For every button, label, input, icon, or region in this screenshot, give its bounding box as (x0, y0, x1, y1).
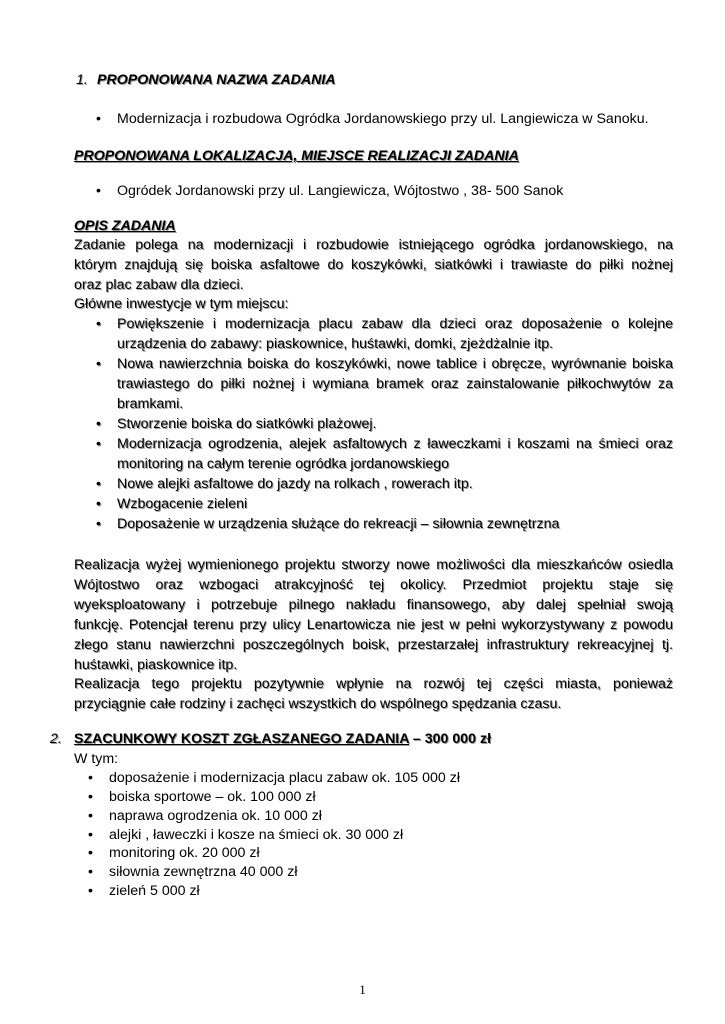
investment-line: monitoring na całym terenie ogródka jordanowskiego (117, 456, 450, 472)
bullet-icon: • (88, 808, 93, 824)
cost-item: naprawa ogrodzenia ok. 10 000 zł (109, 808, 322, 824)
cost-title: SZACUNKOWY KOSZT ZGŁASZANEGO ZADANIA (74, 731, 409, 747)
bullet-icon: • (88, 883, 93, 899)
cost-subheading: W tym: (74, 751, 119, 767)
bullet-icon: • (96, 111, 101, 127)
investment-line: Doposażenie w urządzenia służące do rekreacji – siłownia zewnętrzna (117, 516, 560, 532)
cost-total: – 300 000 zł (408, 731, 492, 747)
description-intro-line: oraz plac zabaw dla dzieci. (74, 277, 244, 293)
investment-line: trawiastego do piłki nożnej i wymiana bramek oraz zainstalowanie piłkochwytów za (117, 376, 673, 392)
description-heading: OPIS ZADANIA (74, 218, 176, 234)
bullet-icon: • (96, 476, 101, 492)
bullet-icon: • (96, 183, 101, 199)
bullet-icon: • (96, 496, 101, 512)
bullet-icon: • (96, 356, 101, 372)
page-number: 1 (359, 982, 366, 997)
paragraph-line: funkcję. Potencjał terenu przy ulicy Lenartowicza nie jest w pełni wykorzystywany z powodu (74, 617, 673, 633)
cost-item: doposażenie i modernizacja placu zabaw ok. 105 000 zł (109, 770, 460, 786)
bullet-icon: • (88, 864, 93, 880)
description-intro-line: którym znajdują się boiska asfaltowe do koszykówki, siatkówki i trawiaste do piłki nożnej (74, 257, 673, 273)
paragraph-line: huśtawki, piaskownice itp. (74, 657, 238, 673)
paragraph-line: przyciągnie całe rodziny i zachęci wszystkich do wspólnego spędzania czasu. (74, 696, 562, 712)
bullet-icon: • (88, 845, 93, 861)
section-2-number: 2. (50, 731, 62, 747)
bullet-icon: • (96, 416, 101, 432)
investment-line: Modernizacja ogrodzenia, alejek asfaltowych z ławeczkami i koszami na śmieci oraz (117, 436, 673, 452)
investment-line: urządzenia do zabawy: piaskownice, huśtawki, domki, zjeżdżalnie itp. (117, 336, 554, 352)
cost-item: boiska sportowe – ok. 100 000 zł (109, 789, 316, 805)
cost-item: siłownia zewnętrzna 40 000 zł (109, 864, 298, 880)
investment-line: bramkami. (117, 396, 184, 412)
investments-label: Główne inwestycje w tym miejscu: (74, 296, 289, 312)
bullet-icon: • (96, 436, 101, 452)
investment-line: Wzbogacenie zieleni (117, 496, 248, 512)
bullet-icon: • (88, 770, 93, 786)
paragraph-line: Realizacja tego projektu pozytywnie wpłynie na rozwój tej części miasta, ponieważ (74, 676, 673, 692)
cost-item: zieleń 5 000 zł (109, 883, 200, 899)
bullet-icon: • (88, 827, 93, 843)
investment-line: Nowa nawierzchnia boiska do koszykówki, nowe tablice i obręcze, wyrównanie boiska (117, 356, 673, 372)
bullet-icon: • (96, 516, 101, 532)
paragraph-line: Realizacja wyżej wymienionego projektu stworzy nowe możliwości dla mieszkańców osiedla (74, 557, 673, 573)
investment-line: Powiększenie i modernizacja placu zabaw dla dzieci oraz doposażenie o kolejne (117, 316, 673, 332)
cost-item: monitoring ok. 20 000 zł (109, 845, 260, 861)
paragraph-line: wyeksploatowany i potrzebuje pilnego nakładu finansowego, aby dalej spełniał swoją (74, 597, 673, 613)
section-1-title: PROPONOWANA NAZWA ZADANIA (97, 72, 336, 88)
cost-heading (74, 731, 491, 747)
bullet-icon: • (88, 789, 93, 805)
location-text: Ogródek Jordanowski przy ul. Langiewicza, Wójtostwo , 38- 500 Sanok (117, 183, 564, 199)
paragraph-line: Wójtostwo oraz wzbogaci atrakcyjność tej okolicy. Przedmiot projektu staje się (74, 577, 673, 593)
investment-line: Stworzenie boiska do siatkówki plażowej. (117, 416, 377, 432)
task-name: Modernizacja i rozbudowa Ogródka Jordanowskiego przy ul. Langiewicza w Sanoku. (117, 111, 649, 127)
bullet-icon: • (96, 316, 101, 332)
section-1-number: 1. (76, 72, 88, 88)
investment-line: Nowe alejki asfaltowe do jazdy na rolkach , rowerach itp. (117, 476, 473, 492)
cost-item: alejki , ławeczki i kosze na śmieci ok. 30 000 zł (109, 827, 404, 843)
description-intro-line: Zadanie polega na modernizacji i rozbudowie istniejącego ogródka jordanowskiego, na (74, 237, 673, 253)
paragraph-line: złego stanu nawierzchni poszczególnych boisk, przestarzałej infrastruktury rekreacyjnej tj. (74, 637, 673, 653)
location-heading: PROPONOWANA LOKALIZACJA, MIEJSCE REALIZACJI ZADANIA (74, 148, 519, 164)
